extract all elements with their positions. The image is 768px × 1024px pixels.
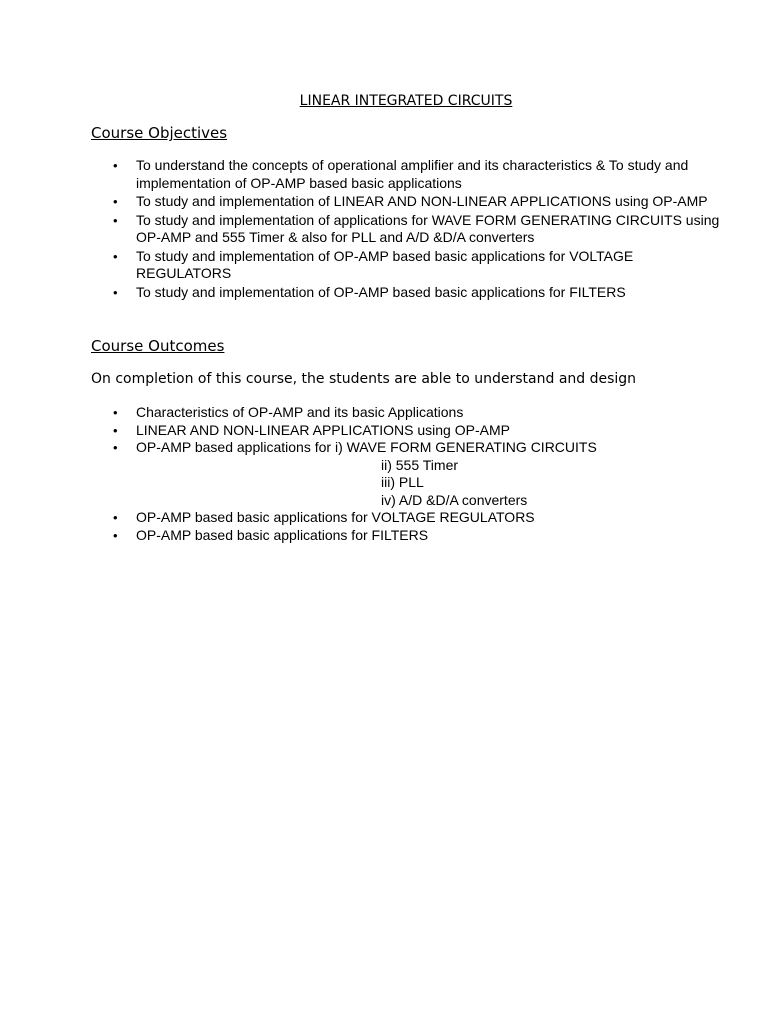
outcomes-intro: On completion of this course, the students are able to understand and design	[91, 371, 637, 387]
bullet-icon: •	[113, 248, 118, 264]
objective-text: To study and implementation of LINEAR AND NON-LINEAR APPLICATIONS using OP-AMP	[136, 193, 708, 209]
sub-item: iii) PLL	[381, 474, 424, 490]
sub-item: iv) A/D &D/A converters	[381, 491, 528, 508]
list-item	[0, 422, 768, 440]
bullet-icon: •	[113, 440, 118, 455]
list-item	[0, 212, 768, 247]
outcome-text: OP-AMP based basic applications for FILTERS	[136, 526, 429, 543]
course-objectives-heading: Course Objectives	[91, 124, 228, 142]
sub-item: ii) 555 Timer	[381, 456, 459, 473]
objectives-list	[0, 157, 768, 302]
objective-text: To study and implementation of OP-AMP based basic applications for FILTERS	[136, 283, 626, 300]
objective-text: To study and implementation of applications for WAVE FORM GENERATING CIRCUITS using OP-AMP and 555 Timer & also for PLL and A/D &D/A converters	[136, 211, 720, 245]
outcomes-list	[0, 404, 768, 544]
list-item	[0, 193, 768, 211]
outcome-text: LINEAR AND NON-LINEAR APPLICATIONS using OP-AMP	[136, 421, 510, 438]
list-item	[0, 157, 768, 192]
list-item	[0, 404, 768, 422]
list-item	[0, 284, 768, 302]
objective-text: To understand the concepts of operational amplifier and its characteristics & To study and implementation of OP-AMP based basic applications	[136, 157, 689, 191]
bullet-icon: •	[113, 527, 118, 543]
bullet-icon: •	[113, 422, 118, 438]
course-outcomes-heading: Course Outcomes	[91, 337, 225, 355]
bullet-icon: •	[113, 158, 118, 173]
bullet-icon: •	[113, 405, 118, 420]
bullet-icon: •	[113, 510, 118, 525]
document-title: LINEAR INTEGRATED CIRCUITS	[299, 93, 513, 109]
list-item	[0, 509, 768, 527]
outcome-text: Characteristics of OP-AMP and its basic Applications	[136, 404, 464, 420]
bullet-icon: •	[113, 194, 118, 209]
outcome-text: OP-AMP based applications for i) WAVE FORM GENERATING CIRCUITS	[136, 439, 597, 455]
list-item	[0, 248, 768, 283]
outcome-text: OP-AMP based basic applications for VOLTAGE REGULATORS	[136, 509, 535, 525]
list-item	[0, 527, 768, 545]
objective-text: To study and implementation of OP-AMP based basic applications for VOLTAGE REGULATORS	[136, 247, 634, 281]
bullet-icon: •	[113, 212, 118, 228]
bullet-icon: •	[113, 284, 118, 300]
list-item	[0, 439, 768, 509]
